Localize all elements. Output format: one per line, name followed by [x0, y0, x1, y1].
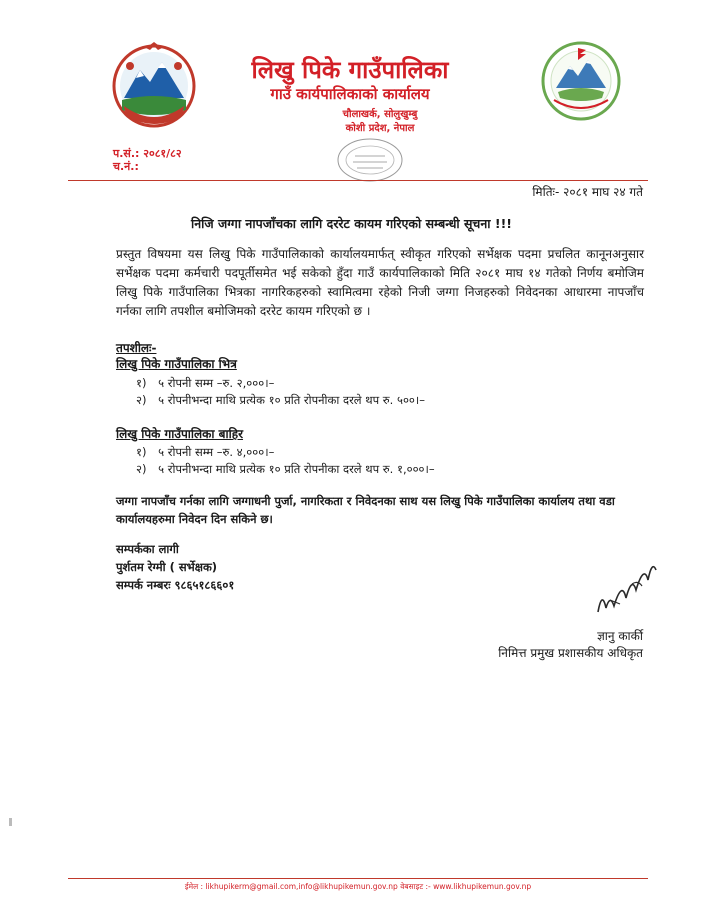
dispatch-number: च.नं.: — [113, 160, 139, 173]
footer-divider — [68, 878, 648, 879]
list-item-text: ५ रोपनीभन्दा माथि प्रत्येक १० प्रति रोपनीका दरले थप रु. ५००।– — [158, 393, 426, 407]
list-item-number: १) — [136, 376, 147, 390]
address-line-2: कोशी प्रदेश, नेपाल — [345, 123, 415, 134]
scan-mark — [9, 818, 12, 826]
details-label: तपशीलः- — [116, 341, 157, 355]
list-item-number: २) — [136, 393, 147, 407]
letter-date: मितिः- २०८१ माघ २४ गते — [532, 185, 643, 199]
application-notice: जग्गा नापजाँच गर्नका लागि जग्गाधनी पुर्जा, नागरिकता र निवेदनका साथ यस लिखु पिके गाउँपालिका कार्यालय तथा वडा कार्यालयहरुमा निवेदन दिन सकिने छ। — [116, 494, 615, 526]
list-item-text: ५ रोपनी सम्म –रु. २,०००।– — [158, 376, 275, 390]
outside-heading: लिखु पिके गाउँपालिका बाहिर — [116, 427, 244, 441]
handwritten-signature — [592, 550, 662, 620]
office-stamp — [335, 136, 405, 184]
inside-heading: लिखु पिके गाउँपालिका भित्र — [116, 357, 237, 371]
signer-name: ज्ञानु कार्की — [597, 629, 643, 643]
header-divider — [68, 180, 648, 181]
contact-name: पुर्शतम रेग्मी ( सर्भेक्षक) — [116, 560, 218, 574]
notice-body: प्रस्तुत विषयमा यस लिखु पिके गाउँपालिकाको कार्यालयमार्फत् स्वीकृत गरिएको सर्भेक्षक पदमा प्रचलित कानूनअनुसार सर्भेक्षक पदमा कर्मचारी पदपूर्तीसमेत भई सकेको हुँदा गाउँ कार्यपालिकाको मिति २०८१ माघ १४ गतेको निर्णय बमोजिम लिखु पिके गाउँपालिका भित्रका नागरिकहरुको स्वामित्वमा रहेको निजी जग्गा निजहरुको निवेदनका आधारमा नापजाँच गर्नका लागि तपशील बमोजिमको दररेट कायम गरिएको छ । — [116, 247, 644, 318]
signer-title: निमित्त प्रमुख प्रशासकीय अधिकृत — [498, 646, 643, 660]
contact-phone: सम्पर्क नम्बरः ९८६५१८६६०१ — [116, 578, 235, 592]
contact-label: सम्पर्कका लागी — [116, 542, 179, 556]
reference-number: प.सं.: २०८१/८२ — [113, 147, 182, 160]
address-line-1: चौलाखर्क, सोलुखुम्बु — [342, 109, 418, 120]
list-item — [136, 461, 435, 477]
list-item — [136, 392, 425, 408]
list-item-number: १) — [136, 445, 147, 459]
office-name: लिखु पिके गाउँपालिका — [251, 56, 449, 84]
list-item-text: ५ रोपनीभन्दा माथि प्रत्येक १० प्रति रोपनीका दरले थप रु. १,०००।– — [158, 462, 435, 476]
office-subtitle: गाउँ कार्यपालिकाको कार्यालय — [270, 85, 430, 103]
notice-subject: निजि जग्गा नापजाँचका लागि दररेट कायम गरिएको सम्बन्धी सूचना !!! — [190, 216, 513, 231]
footer-contact: ईमेल : likhupikerm@gmail.com,info@likhupikemun.gov.np वेबसाइट :- www.likhupikemun.gov.np — [184, 882, 532, 891]
municipality-logo — [540, 40, 622, 122]
list-item — [136, 375, 274, 391]
list-item-number: २) — [136, 462, 147, 476]
list-item-text: ५ रोपनी सम्म –रु. ४,०००।– — [158, 445, 275, 459]
nepal-emblem-logo — [110, 40, 198, 128]
list-item — [136, 444, 274, 460]
